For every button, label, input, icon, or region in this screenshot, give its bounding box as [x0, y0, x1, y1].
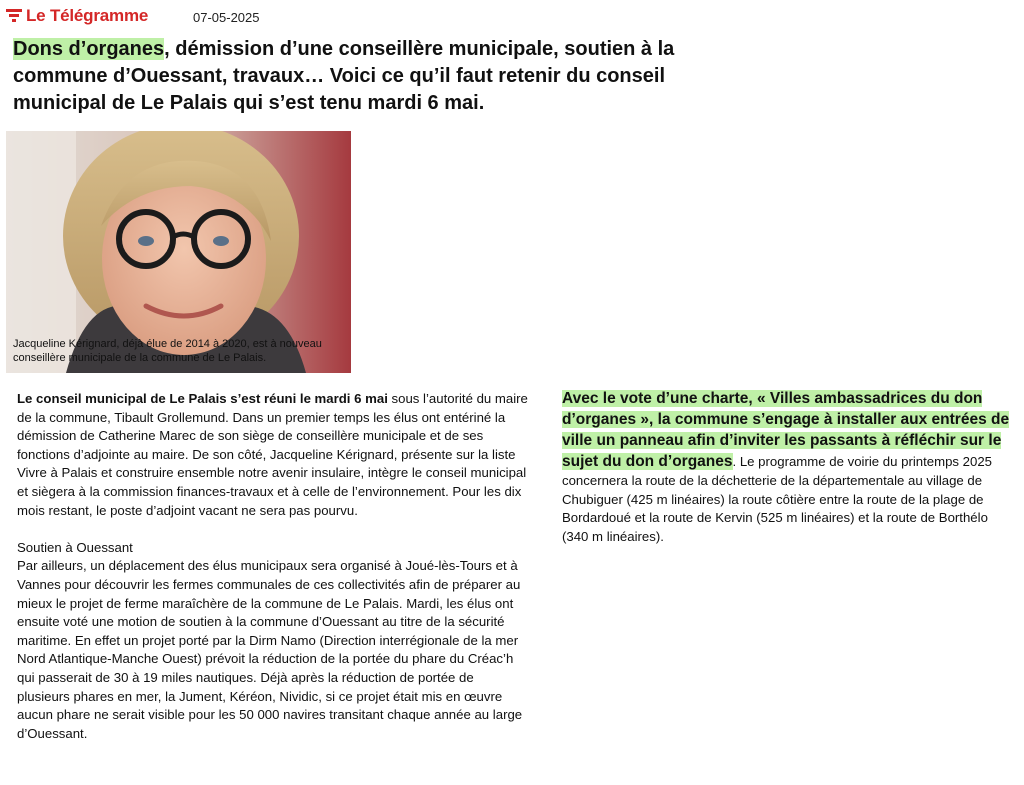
right-paragraph — [562, 388, 1017, 546]
photo-caption: Jacqueline Kérignard, déjà élue de 2014 à 2020, est à nouveau conseillère municipale de la commune de Le Palais. — [13, 338, 322, 364]
right-rest: . Le programme de voirie du printemps 2025 concernera la route de la déchetterie de la départementale au village de Chubiguer (425 m linéaires) la route côtière entre la route de la plage de Bordardoué et la route de Kervin (525 m linéaires) et la route de Borthélo (340 m linéaires). — [562, 454, 993, 544]
headline-highlight: Dons d’organes — [13, 38, 165, 60]
newspaper-logo — [6, 6, 148, 26]
article-lead-paragraph — [17, 390, 529, 520]
right-highlight: Avec le vote d’une charte, « Villes ambassadrices du don d’organes », la commune s’engage à installer aux entrées de ville un panneau afin d’inviter les passants à réfléchir sur le sujet du don d’organes — [562, 390, 1010, 470]
section-body: Par ailleurs, un déplacement des élus municipaux sera organisé à Joué-lès-Tours et à Vannes pour découvrir les fermes communales de ces collectivités afin de préparer au mieux le projet de ferme maraîchère de la commune de Le Palais. Mardi, les élus ont ensuite voté une motion de soutien à la commune d’Ouessant au titre de la sécurité maritime. En effet un projet porté par la Dirm Namo (Direction interrégionale de la mer Nord Atlantique-Manche Ouest) prévoit la réduction de la portée du phare du Créac’h qui passerait de 30 à 19 miles nautiques. Déjà après la réduction de portée de plusieurs phares en mer, la Jument, Kéréon, Nividic, si ce projet était mis en œuvre aucun phare ne serait visible pour les 50 000 navires transitant chaque année au large d’Ouessant. — [17, 558, 523, 741]
section-title: Soutien à Ouessant — [17, 539, 133, 555]
brand-name: Le Télégramme — [26, 6, 149, 25]
headline — [13, 36, 693, 117]
publication-date: 07-05-2025 — [193, 10, 260, 25]
headline-rest: , démission d’une conseillère municipale, soutien à la commune d’Ouessant, travaux… Voici ce qu’il faut retenir du conseil municipal de Le Palais qui s’est tenu mardi 6 mai. — [13, 38, 675, 114]
lead-bold: Le conseil municipal de Le Palais s’est réuni le mardi 6 mai — [17, 391, 388, 406]
logo-icon — [6, 9, 22, 23]
article-right-column — [562, 388, 1017, 546]
lead-rest: sous l’autorité du maire de la commune, Tibault Grollemund. Dans un premier temps les élus ont entériné la démission de Catherine Marec de son siège de conseillère municipale et de ses fonctions d’adjointe au maire. De son côté, Jacqueline Kérignard, présente sur la liste Vivre à Palais et construire ensemble notre avenir insulaire, intègre le conseil municipal et siègera à la commission finances-travaux et à celle de l’environnement. Pour les dix mois restant, le poste d’adjoint vacant ne sera pas pourvu. — [17, 391, 528, 518]
article-left-column — [17, 390, 529, 743]
